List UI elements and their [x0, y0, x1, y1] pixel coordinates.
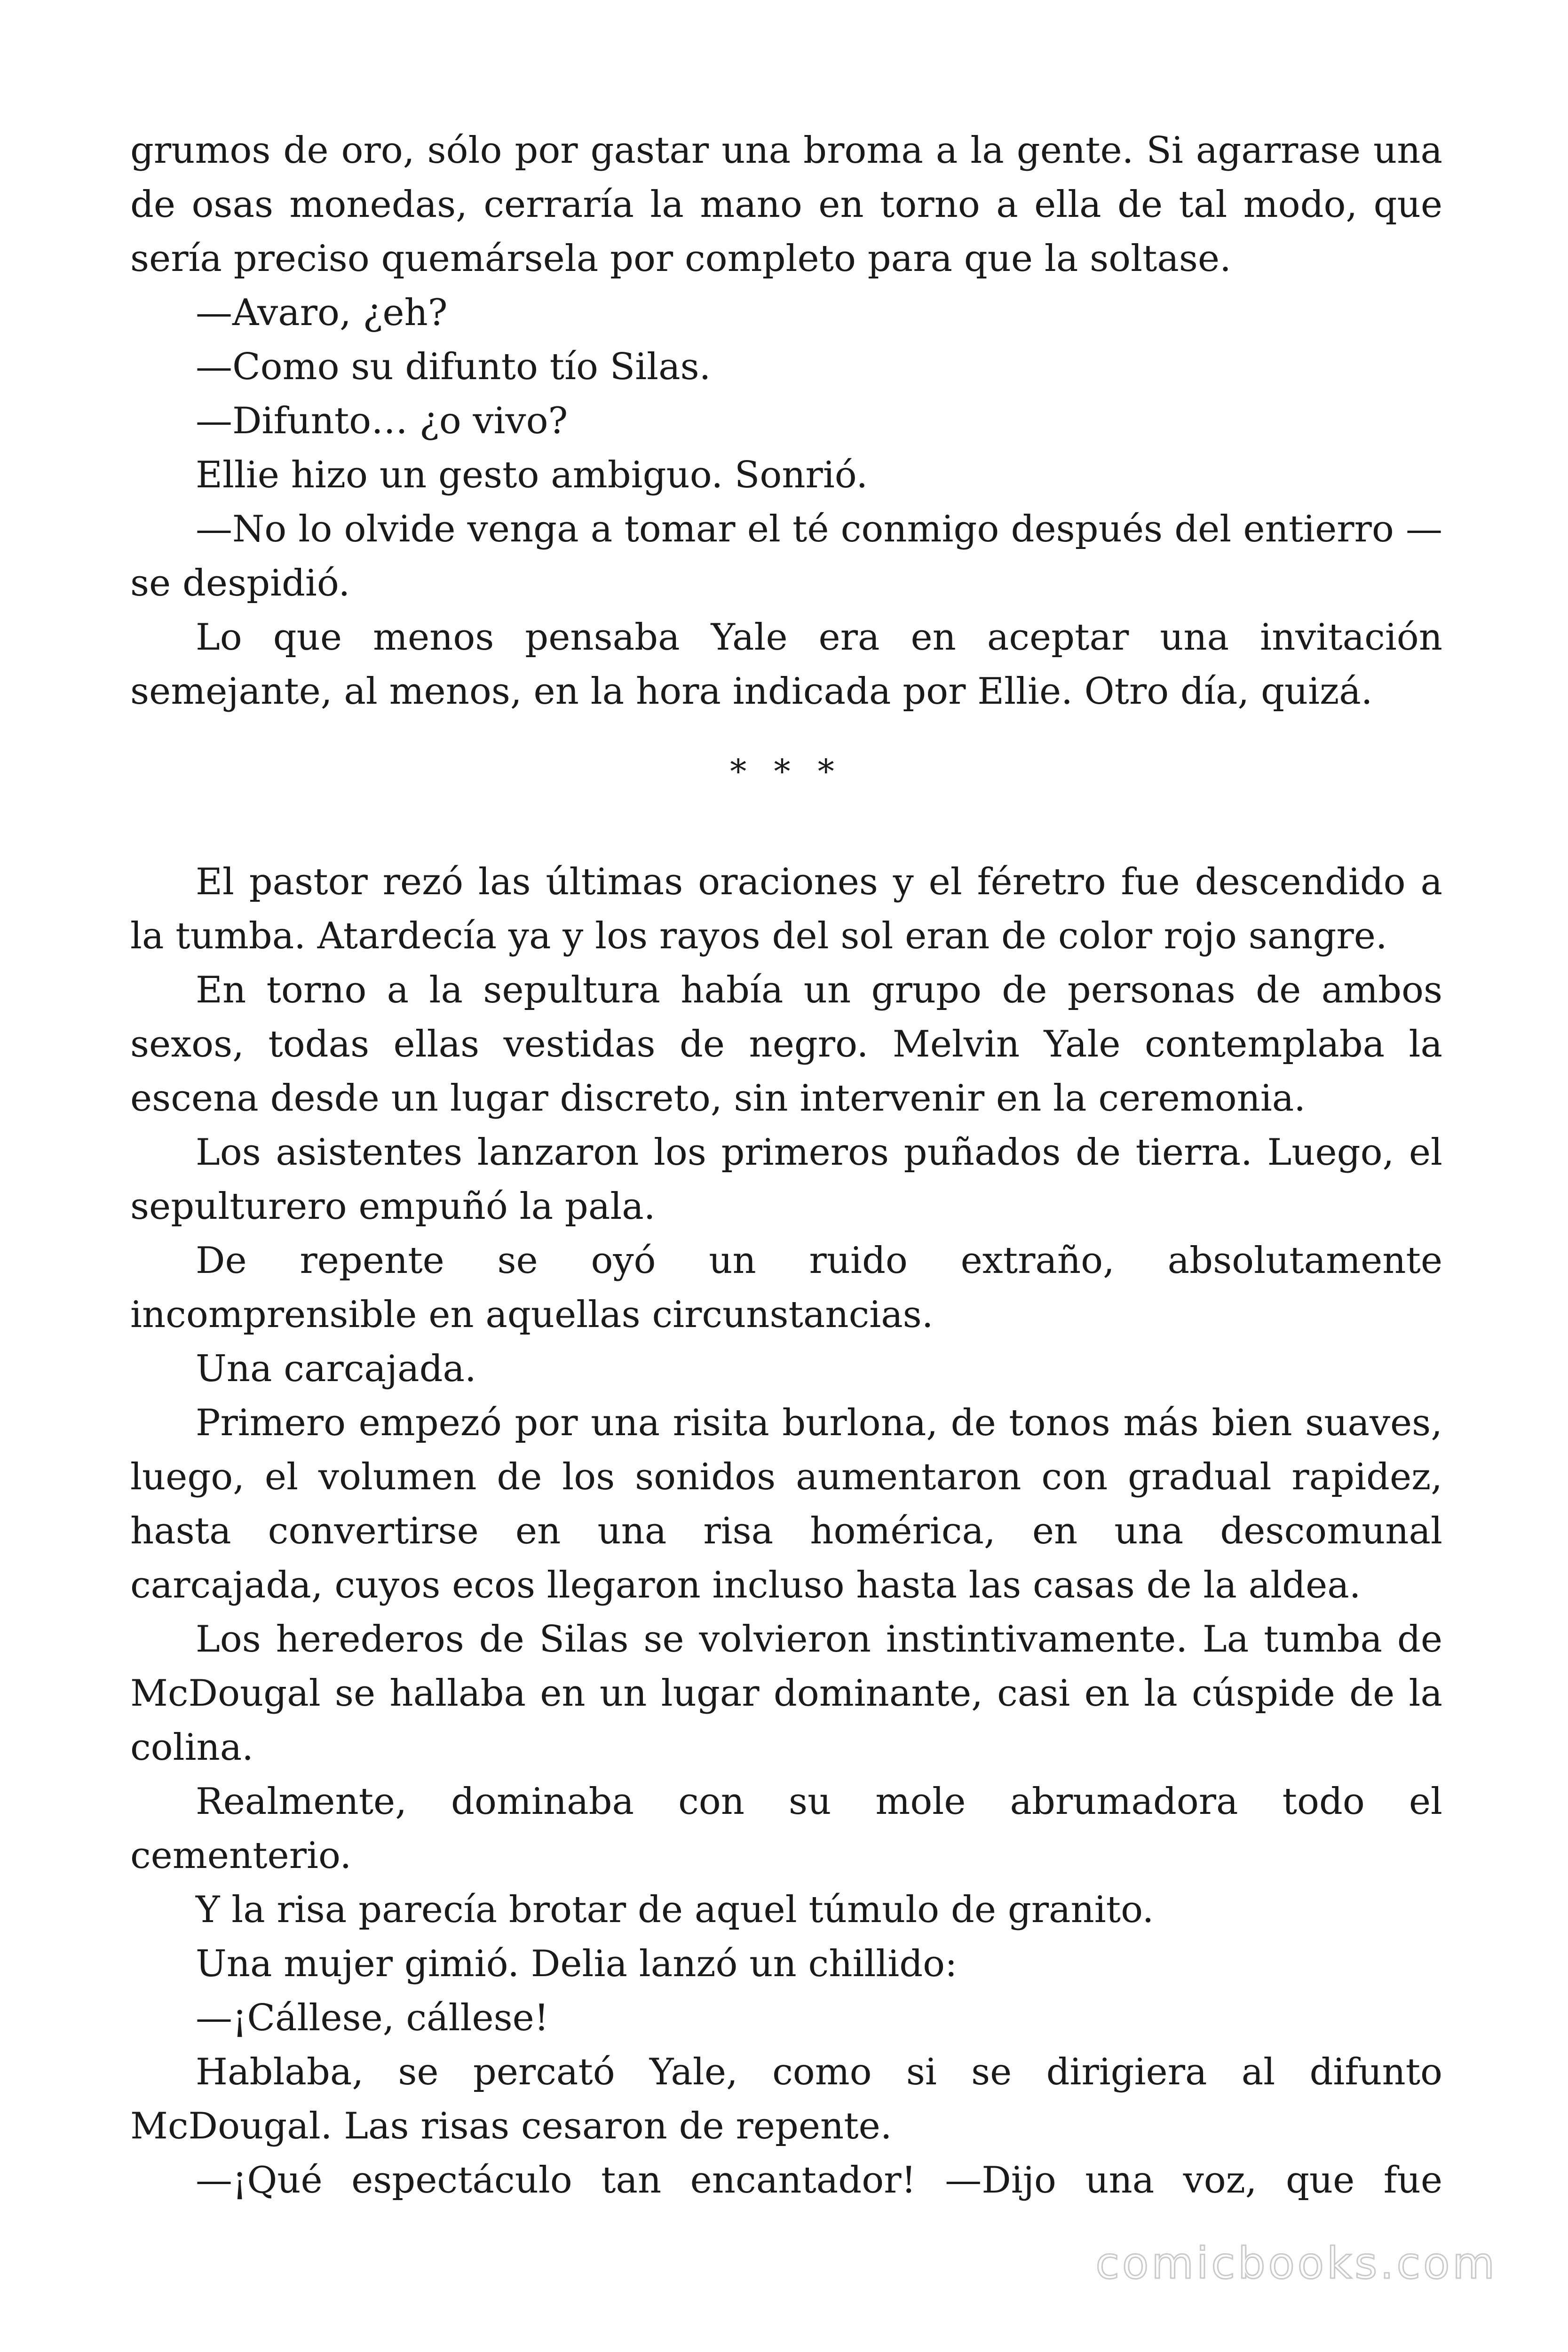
paragraph: Realmente, dominaba con su mole abrumadora todo el cementerio.	[130, 1780, 1442, 1877]
paragraph: Los herederos de Silas se volvieron instintivamente. La tumba de McDougal se hallaba en un lugar dominante, casi en la cúspide de la colina.	[130, 1618, 1442, 1769]
paragraph: —Como su difunto tío Silas.	[196, 346, 711, 388]
paragraph: Primero empezó por una risita burlona, de tonos más bien suaves, luego, el volumen de los sonidos aumentaron con gradual rapidez, hasta convertirse en una risa homérica, en una descomunal carcajada, cuyos ecos llegaron incluso hasta las casas de la aldea.	[130, 1402, 1442, 1606]
paragraph: grumos de oro, sólo por gastar una broma a la gente. Si agarrase una de osas monedas, cerraría la mano en torno a ella de tal modo, que sería preciso quemársela por completo para que la soltase.	[130, 129, 1442, 280]
paragraph: —¡Qué espectáculo tan encantador! —Dijo una voz, que fue	[196, 2159, 1442, 2201]
paragraph: El pastor rezó las últimas oraciones y el féretro fue descendido a la tumba. Atardecía ya y los rayos del sol eran de color rojo sangre.	[130, 861, 1442, 957]
watermark-logo: comicbooks.com	[1095, 2238, 1497, 2288]
paragraph: —Avaro, ¿eh?	[196, 292, 448, 334]
paragraph: Y la risa parecía brotar de aquel túmulo de granito.	[196, 1889, 1154, 1931]
paragraph: De repente se oyó un ruido extraño, absolutamente incomprensible en aquellas circunstancias.	[130, 1240, 1442, 1336]
paragraph: Hablaba, se percató Yale, como si se dirigiera al difunto McDougal. Las risas cesaron de repente.	[130, 2051, 1442, 2147]
paragraph: —Difunto… ¿o vivo?	[196, 400, 568, 442]
paragraph: Los asistentes lanzaron los primeros puñados de tierra. Luego, el sepulturero empuñó la pala.	[130, 1131, 1442, 1228]
section-separator: * * *	[730, 752, 843, 791]
paragraph: Ellie hizo un gesto ambiguo. Sonrió.	[196, 454, 868, 496]
paragraph: —No lo olvide venga a tomar el té conmigo después del entierro —se despidió.	[130, 508, 1442, 604]
book-page	[130, 124, 1442, 2208]
paragraph: —¡Cállese, cállese!	[196, 1997, 549, 2039]
paragraph: En torno a la sepultura había un grupo de personas de ambos sexos, todas ellas vestidas de negro. Melvin Yale contemplaba la escena desde un lugar discreto, sin intervenir en la ceremonia.	[130, 969, 1442, 1120]
paragraph: Una carcajada.	[196, 1348, 476, 1390]
paragraph: Una mujer gimió. Delia lanzó un chillido:	[196, 1943, 958, 1985]
paragraph: Lo que menos pensaba Yale era en aceptar una invitación semejante, al menos, en la hora indicada por Ellie. Otro día, quizá.	[130, 616, 1442, 713]
